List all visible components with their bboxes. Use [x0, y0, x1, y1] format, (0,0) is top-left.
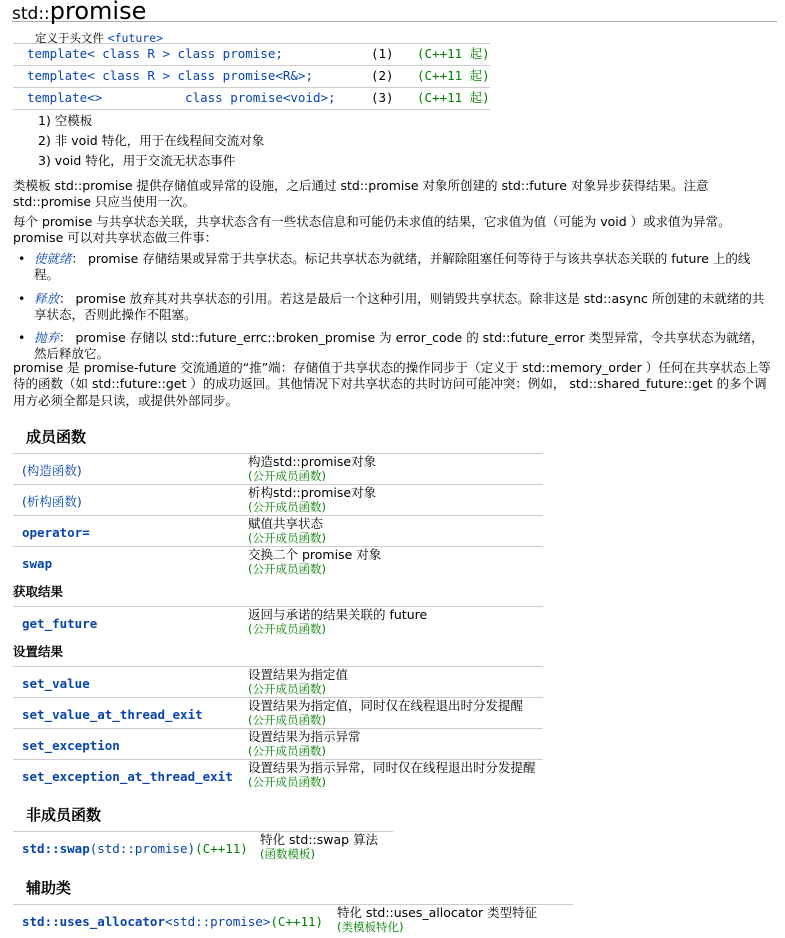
term-link[interactable]: 抛弃 [34, 330, 60, 345]
nonmember-entry[interactable] [22, 841, 248, 857]
member-desc: 设置结果为指示异常，同时仅在线程退出时分发提醒 [248, 760, 536, 775]
table-row [13, 728, 543, 759]
bullet-text: ： promise 存储结果或异常于共享状态。标记共享状态为就绪，并解除阻塞任何等待于与该共享状态关联的 future 上的线程。 [34, 251, 751, 283]
term-link[interactable]: 释放 [34, 290, 60, 306]
variant-notes [38, 113, 264, 173]
decl-code: template< class R > class promise<R&>; [27, 68, 313, 84]
table-row [13, 759, 543, 790]
member-link[interactable]: set_exception [22, 738, 120, 753]
member-desc: 设置结果为指定值 [248, 667, 349, 682]
nonmember-kind: (函数模板) [260, 847, 315, 861]
section-heading-nonmembers: 非成员函数 [26, 806, 102, 824]
decl-code: template<> class promise<void>; [27, 90, 336, 106]
member-link[interactable]: get_future [22, 616, 98, 631]
member-link[interactable]: swap [22, 556, 53, 571]
member-desc: 赋值共享状态 [248, 516, 324, 531]
note-item: 1) 空模板 [38, 113, 93, 128]
header-prefix: 定义于头文件 [35, 31, 108, 45]
helper-name: std::uses_allocator [22, 914, 165, 929]
note-item: 3) void 特化，用于交流无状态事件 [38, 153, 236, 168]
member-kind: (公开成员函数) [248, 682, 326, 696]
operations-list [18, 251, 773, 370]
helper-since: (C++11) [270, 914, 324, 929]
member-kind: (公开成员函数) [248, 713, 326, 727]
member-kind: (公开成员函数) [248, 469, 326, 483]
member-kind: (公开成员函数) [248, 562, 326, 576]
helper-desc: 特化 std::uses_allocator 类型特征 [337, 905, 538, 920]
section-heading-members: 成员函数 [26, 428, 87, 446]
term-link[interactable]: 使就绪 [34, 251, 72, 266]
decl-since: (C++11 起) [417, 46, 490, 62]
bullet-text: ： promise 放弃其对共享状态的引用。若这是最后一个这种引用，则销毁共享状态。除非这是 std::async 所创建的未就绪的共享状态，否则此操作不阻塞。 [34, 290, 765, 322]
decl-num: (3) [371, 90, 394, 106]
member-kind: (公开成员函数) [248, 500, 326, 514]
member-desc: 交换二个 promise 对象 [248, 547, 382, 562]
member-desc: 析构std::promise对象 [248, 485, 377, 500]
list-item [18, 291, 773, 324]
table-row [13, 904, 573, 935]
list-item [18, 330, 773, 363]
nonmember-desc: 特化 std::swap 算法 [260, 832, 379, 847]
title-name: promise [49, 0, 147, 25]
decl-num: (1) [371, 46, 394, 62]
decl-num: (2) [371, 68, 394, 84]
section-heading-helpers: 辅助类 [26, 879, 72, 897]
declaration-row [13, 44, 490, 66]
page-title [12, 0, 777, 25]
helper-args: <std::promise> [165, 914, 271, 929]
member-desc: 构造std::promise对象 [248, 454, 377, 469]
table-row [13, 453, 543, 484]
declaration-table [13, 43, 490, 110]
table-row [13, 666, 543, 697]
declaration-row [13, 88, 490, 110]
subsection-heading: 设置结果 [13, 644, 64, 659]
decl-since: (C++11 起) [417, 90, 490, 106]
member-link[interactable]: (构造函数) [22, 463, 82, 478]
nonmember-since: (C++11) [195, 841, 248, 856]
member-link[interactable]: set_value_at_thread_exit [22, 707, 203, 722]
member-kind: (公开成员函数) [248, 744, 326, 758]
bullet-text: ： promise 存储以 std::future_errc::broken_promise 为 error_code 的 std::future_error 类型异常，令共享状态为就绪，然后释放它。 [34, 330, 764, 362]
shared-state-paragraph: 每个 promise 与共享状态关联，共享状态含有一些状态信息和可能仍未求值的结果，它求值为值（可能为 void ）或求值为异常。promise 可以对共享状态做三件事： [13, 214, 731, 246]
helper-entry[interactable] [22, 914, 323, 930]
member-link[interactable]: operator= [22, 525, 90, 540]
member-link[interactable]: set_value [22, 676, 90, 691]
table-row [13, 606, 543, 637]
table-row [13, 484, 543, 515]
helper-kind: (类模板特化) [337, 920, 404, 934]
table-row [13, 697, 543, 728]
member-kind: (公开成员函数) [248, 531, 326, 545]
declaration-row [13, 66, 490, 88]
push-end-paragraph: promise 是 promise-future 交流通道的“推”端：存储值于共享状态的操作同步于（定义于 std::memory_order ）任何在共享状态上等待的函数（如 std::future::get ）的成功返回。其他情况下对共享状态的共时访问可能冲突：例如， std::shared_future::get 的多个调用方必须全都是只读，或提供外部同步。 [13, 360, 771, 408]
title-namespace: std:: [12, 4, 50, 24]
note-item: 2) 非 void 特化，用于在线程间交流对象 [38, 133, 265, 148]
member-link[interactable]: (析构函数) [22, 494, 82, 509]
table-row [13, 515, 543, 546]
header-file-link[interactable]: <future> [107, 31, 164, 45]
member-desc: 设置结果为指示异常 [248, 729, 361, 744]
member-desc: 返回与承诺的结果关联的 future [248, 607, 428, 622]
list-item [18, 251, 773, 284]
table-row [13, 831, 393, 862]
description-paragraph: 类模板 std::promise 提供存储值或异常的设施，之后通过 std::promise 对象所创建的 std::future 对象异步获得结果。注意 std::promise 只应当使用一次。 [13, 178, 709, 210]
nonmember-args: (std::promise) [89, 841, 196, 856]
member-link[interactable]: set_exception_at_thread_exit [22, 769, 233, 784]
subsection-heading: 获取结果 [13, 584, 64, 599]
decl-since: (C++11 起) [417, 68, 490, 84]
member-kind: (公开成员函数) [248, 622, 326, 636]
nonmember-name: std::swap [22, 841, 90, 856]
member-desc: 设置结果为指定值，同时仅在线程退出时分发提醒 [248, 698, 524, 713]
table-row [13, 546, 543, 577]
decl-code: template< class R > class promise; [27, 46, 283, 62]
member-kind: (公开成员函数) [248, 775, 326, 789]
